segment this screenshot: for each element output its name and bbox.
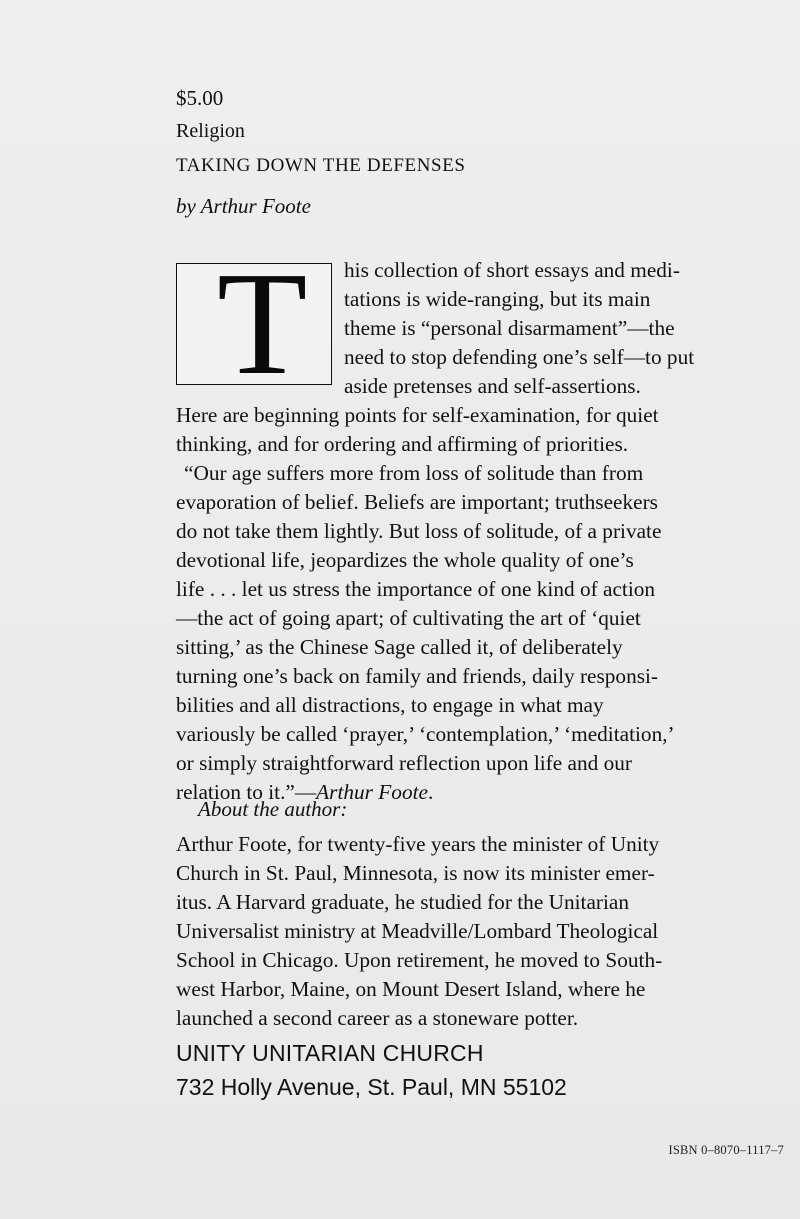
description-line: aside pretenses and self-assertions. — [344, 374, 641, 398]
about-line: west Harbor, Maine, on Mount Desert Island, where he — [176, 977, 646, 1001]
quote-line: do not take them lightly. But loss of solitude, of a private — [176, 519, 662, 543]
quote-line: evaporation of belief. Beliefs are important; truthseekers — [176, 490, 658, 514]
isbn: ISBN 0–8070–1117–7 — [668, 1143, 784, 1157]
book-title: TAKING DOWN THE DEFENSES — [176, 155, 466, 176]
quote-line: variously be called ‘prayer,’ ‘contemplation,’ ‘meditation,’ — [176, 722, 675, 746]
quote-end-text: relation to it.”— — [176, 780, 317, 804]
category: Religion — [176, 120, 245, 142]
author-byline: by Arthur Foote — [176, 194, 311, 218]
about-line: itus. A Harvard graduate, he studied for the Unitarian — [176, 890, 630, 914]
quote-line: sitting,’ as the Chinese Sage called it, of deliberately — [176, 635, 623, 659]
quote-line: bilities and all distractions, to engage in what may — [176, 693, 604, 717]
description-line: his collection of short essays and medi- — [344, 258, 680, 282]
about-line: Universalist ministry at Meadville/Lombard Theological — [176, 919, 659, 943]
description-line: need to stop defending one’s self—to put — [344, 345, 695, 369]
about-heading: About the author: — [198, 797, 348, 821]
description-line: thinking, and for ordering and affirming of priorities. — [176, 432, 629, 456]
price: $5.00 — [176, 86, 224, 110]
about-line: Arthur Foote, for twenty-five years the minister of Unity — [176, 832, 660, 856]
publisher-address: 732 Holly Avenue, St. Paul, MN 55102 — [176, 1074, 567, 1100]
drop-cap-letter: T — [217, 242, 308, 406]
description-line: theme is “personal disarmament”—the — [344, 316, 675, 340]
quote-line: —the act of going apart; of cultivating the art of ‘quiet — [176, 606, 641, 630]
quote-line: “Our age suffers more from loss of solitude than from — [184, 461, 644, 485]
quote-attribution: Arthur Foote — [316, 780, 428, 804]
about-line: School in Chicago. Upon retirement, he moved to South- — [176, 948, 663, 972]
quote-line: or simply straightforward reflection upon life and our — [176, 751, 632, 775]
quote-line: life . . . let us stress the importance of one kind of action — [176, 577, 656, 601]
quote-period: . — [427, 780, 434, 804]
quote-line: devotional life, jeopardizes the whole quality of one’s — [176, 548, 634, 572]
about-line: Church in St. Paul, Minnesota, is now its minister emer- — [176, 861, 655, 885]
publisher-name: UNITY UNITARIAN CHURCH — [176, 1040, 484, 1066]
quote-line: turning one’s back on family and friends, daily responsi- — [176, 664, 659, 688]
description — [176, 256, 776, 807]
about-line: launched a second career as a stoneware potter. — [176, 1006, 579, 1030]
description-line: Here are beginning points for self-examination, for quiet — [176, 403, 659, 427]
description-line: tations is wide-ranging, but its main — [344, 287, 651, 311]
about-author-text — [176, 830, 786, 1033]
